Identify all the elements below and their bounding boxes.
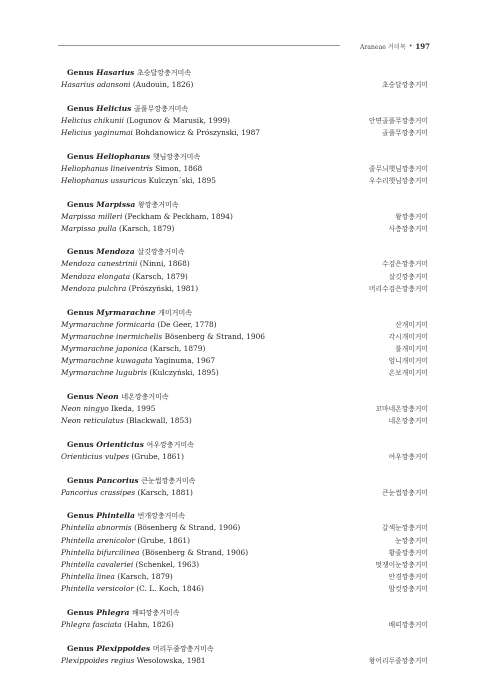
species-entry: [61, 559, 199, 570]
genus-block: [61, 151, 428, 187]
genus-name: Hasarius: [96, 68, 135, 77]
species-korean-name: 안경깡충거미: [388, 573, 428, 582]
species-row: [61, 175, 428, 187]
species-author: (C. L. Koch, 1846): [136, 584, 204, 594]
species-korean-name: 각시개미거미: [388, 332, 428, 341]
species-korean-name: 황줄깡충거미: [388, 548, 428, 557]
species-korean-name: 사층깡충거미: [388, 224, 428, 233]
genus-block: [61, 246, 428, 295]
genus-heading: [61, 510, 428, 522]
species-entry: [61, 115, 230, 126]
genus-word: Genus: [67, 511, 94, 521]
species-korean-name: 왕어리두줄깡충거미: [368, 656, 428, 665]
species-entry: [61, 522, 240, 533]
species-name: Phintella cavaleriei: [61, 559, 134, 569]
genus-name: Orienticius: [96, 439, 144, 449]
species-korean-name: 수검은깡충거미: [382, 260, 428, 269]
genus-block: [61, 391, 428, 427]
species-entry: [61, 403, 155, 414]
species-author: Kulczyn´ski, 1895: [148, 175, 216, 185]
species-name: Helicius chikunii: [61, 115, 124, 125]
species-entry: [61, 331, 265, 342]
genus-word: Genus: [67, 199, 94, 209]
species-author: (Bösenberg & Strand, 1906): [141, 547, 249, 557]
species-korean-name: 온보개미거미: [388, 369, 428, 378]
species-entry: [61, 79, 193, 90]
genus-korean-name: 골풀무깡충거미속: [134, 104, 189, 113]
species-author: (Kulczyński, 1895): [149, 368, 219, 378]
species-entry: [61, 355, 215, 366]
species-entry: [61, 343, 205, 354]
genus-word: Genus: [67, 439, 94, 449]
genus-name: Mendoza: [96, 247, 135, 257]
species-name: Marpissa pulla: [61, 223, 117, 233]
genus-heading: [61, 475, 428, 487]
species-entry: [61, 619, 174, 630]
genus-word: Genus: [67, 475, 94, 485]
species-korean-name: 배띠깡충거미: [388, 621, 428, 630]
species-author: Ikeda, 1995: [111, 404, 156, 414]
species-korean-name: 골풀무깡충거미: [382, 128, 428, 137]
genus-block: [61, 510, 428, 595]
species-name: Phintella arenicolor: [61, 535, 136, 545]
genus-korean-name: 살깃깡충거미속: [137, 248, 185, 257]
species-korean-name: 여우깡충거미: [388, 452, 428, 461]
species-entry: [61, 415, 192, 426]
species-author: (Peckham & Peckham, 1894): [124, 211, 233, 221]
species-korean-name: 왕깡충거미: [395, 212, 428, 221]
species-author: (Grube, 1861): [137, 535, 190, 545]
species-name: Myrmarachne lugubris: [61, 368, 148, 378]
genus-block: [61, 439, 428, 463]
species-row: [61, 415, 428, 427]
species-author: (Hahn, 1826): [124, 620, 174, 630]
species-entry: [61, 319, 217, 330]
genus-korean-name: 배띠깡충거미속: [132, 609, 180, 618]
species-entry: [61, 655, 206, 666]
species-korean-name: 머리수검은깡충거미: [368, 284, 428, 293]
species-name: Phintella linea: [61, 572, 115, 582]
species-row: [61, 163, 428, 175]
species-row: [61, 655, 428, 667]
species-korean-name: 초승달깡충거미: [382, 81, 428, 89]
species-korean-name: 엄니개미거미: [388, 357, 428, 366]
species-korean-name: 우수리햇님깡충거미: [368, 176, 428, 185]
species-korean-name: 살깃깡충거미: [388, 272, 428, 281]
species-row: [61, 559, 428, 571]
genus-word: Genus: [67, 392, 94, 402]
species-row: [61, 583, 428, 595]
species-name: Myrmarachne japonica: [61, 343, 148, 353]
species-row: [61, 451, 428, 463]
genus-heading: [61, 151, 428, 163]
species-row: [61, 283, 428, 295]
species-row: [61, 211, 428, 223]
species-name: Heliophanus lineiventris: [61, 163, 153, 173]
species-name: Hasarius adansoni: [61, 80, 131, 89]
species-author: (Karsch, 1879): [118, 223, 175, 233]
species-row: [61, 522, 428, 534]
page-number: 197: [415, 41, 430, 51]
species-author: Yaginuma, 1967: [154, 356, 216, 366]
genus-block: [61, 103, 428, 139]
species-row: [61, 343, 428, 355]
genus-name: Neon: [96, 392, 119, 402]
species-author: (Karsch, 1879): [132, 271, 188, 281]
species-korean-name: 불개미거미: [395, 344, 428, 353]
species-author: Bohdanowicz & Prószynski, 1987: [135, 127, 261, 137]
genus-word: Genus: [67, 103, 94, 113]
genus-name: Helicius: [96, 103, 132, 113]
species-name: Phintella bifurcilinea: [61, 547, 140, 557]
species-korean-name: 멋쟁이눈깡충거미: [375, 560, 428, 569]
genus-heading: [61, 199, 428, 211]
species-korean-name: 암컷깡충거미: [388, 585, 428, 594]
genus-heading: [61, 643, 428, 655]
species-entry: [61, 127, 260, 138]
species-entry: [61, 271, 188, 282]
species-name: Myrmarachne inermichelis: [61, 331, 163, 341]
genus-name: Marpissa: [96, 199, 136, 209]
species-korean-name: 안면골풀무깡충거미: [368, 116, 428, 125]
header-rule: [58, 45, 340, 46]
running-header: [58, 40, 430, 52]
species-author: (De Geer, 1778): [157, 319, 217, 329]
genus-block: [61, 199, 428, 235]
species-author: (Schenkel, 1963): [135, 559, 200, 569]
species-korean-name: 산개미거미: [395, 320, 428, 329]
genus-block: [61, 607, 428, 631]
species-name: Mendoza elongata: [61, 271, 130, 281]
header-right: [360, 42, 430, 51]
species-name: Phlegra fasciata: [61, 620, 122, 630]
genus-name: Phlegra: [96, 608, 130, 618]
species-korean-name: 꼬마네온깡충거미: [375, 405, 428, 414]
species-korean-name: 갈색눈깡충거미: [382, 524, 428, 533]
species-entry: [61, 571, 173, 582]
species-name: Orienticius vulpes: [61, 451, 130, 461]
genus-word: Genus: [67, 307, 94, 317]
genus-word: Genus: [67, 608, 94, 618]
species-name: Myrmarachne formicaria: [61, 319, 155, 329]
species-row: [61, 367, 428, 379]
species-korean-name: 눈깡충거미: [395, 536, 428, 545]
species-name: Phintella abnormis: [61, 523, 132, 533]
species-row: [61, 331, 428, 343]
species-entry: [61, 258, 190, 269]
species-row: [61, 271, 428, 283]
species-name: Myrmarachne kuwagata: [61, 356, 153, 366]
species-author: Simon, 1868: [155, 163, 203, 173]
species-name: Heliophanus ussuricus: [61, 175, 147, 185]
genus-korean-name: 초승달깡충거미속: [136, 69, 192, 77]
species-korean-name: 줄무늬햇님깡충거미: [368, 164, 428, 173]
genus-korean-name: 왕깡충거미속: [137, 200, 179, 209]
species-entry: [61, 211, 233, 222]
species-name: Mendoza canestrinii: [61, 259, 138, 269]
genus-korean-name: 큰눈썹깡충거미속: [141, 476, 196, 485]
genus-word: Genus: [67, 247, 94, 257]
genus-heading: [61, 307, 428, 319]
genus-korean-name: 햇님깡충거미속: [152, 152, 201, 161]
species-row: [61, 127, 428, 139]
species-author: (Karsch, 1881): [137, 487, 193, 497]
species-name: Neon reticulatus: [61, 416, 124, 426]
species-author: Wesolowska, 1981: [136, 655, 206, 665]
species-list: [61, 67, 428, 678]
species-entry: [61, 583, 204, 594]
genus-name: Pancorius: [96, 475, 139, 485]
species-row: [61, 79, 428, 91]
species-name: Pancorius crassipes: [61, 487, 136, 497]
genus-korean-name: 개미거미속: [158, 308, 192, 317]
genus-name: Phintella: [96, 511, 135, 521]
species-row: [61, 535, 428, 547]
species-entry: [61, 535, 190, 546]
genus-heading: [61, 67, 428, 79]
genus-heading: [61, 391, 428, 403]
genus-korean-name: 번개깡충거미속: [137, 512, 185, 521]
header-section: Araneae 거미목: [359, 43, 406, 51]
species-entry: [61, 451, 184, 462]
species-korean-name: 네온깡충거미: [388, 417, 428, 426]
species-entry: [61, 223, 174, 234]
species-entry: [61, 175, 216, 186]
genus-korean-name: 네온깡충거미속: [121, 393, 169, 402]
genus-name: Plexippoides: [96, 643, 151, 653]
species-row: [61, 403, 428, 415]
genus-heading: [61, 607, 428, 619]
species-entry: [61, 163, 202, 174]
genus-word: Genus: [67, 643, 94, 653]
genus-block: [61, 67, 428, 91]
species-name: Marpissa milleri: [61, 211, 123, 221]
genus-name: Heliophanus: [96, 151, 151, 161]
species-row: [61, 115, 428, 127]
genus-block: [61, 643, 428, 667]
species-author: (Audouin, 1826): [132, 80, 194, 89]
species-name: Helicius yaginumai: [61, 127, 133, 137]
species-row: [61, 619, 428, 631]
species-author: (Karsch, 1879): [149, 343, 206, 353]
species-name: Phintella versicolor: [61, 584, 134, 594]
species-entry: [61, 367, 219, 378]
species-name: Plexippoides regius: [61, 655, 135, 665]
species-name: Mendoza pulchra: [61, 283, 127, 293]
species-row: [61, 223, 428, 235]
species-row: [61, 571, 428, 583]
species-korean-name: 큰눈썹깡충거미: [382, 488, 428, 497]
genus-block: [61, 475, 428, 499]
species-name: Neon ningyo: [61, 404, 109, 414]
genus-block: [61, 307, 428, 380]
species-author: (Blackwall, 1853): [126, 416, 192, 426]
genus-word: Genus: [67, 151, 94, 161]
species-author: (Karsch, 1879): [117, 572, 173, 582]
species-author: (Ninni, 1868): [139, 259, 190, 269]
species-row: [61, 258, 428, 270]
header-dot: •: [408, 42, 413, 50]
species-entry: [61, 547, 248, 558]
species-row: [61, 487, 428, 499]
species-entry: [61, 283, 198, 294]
genus-heading: [61, 439, 428, 451]
genus-korean-name: 머리두줄깡충거미속: [152, 644, 214, 653]
genus-heading: [61, 103, 428, 115]
species-author: (Grube, 1861): [131, 451, 184, 461]
genus-name: Myrmarachne: [96, 307, 156, 317]
species-author: Bösenberg & Strand, 1906: [164, 331, 266, 341]
species-author: (Bösenberg & Strand, 1906): [134, 523, 241, 533]
species-row: [61, 547, 428, 559]
species-author: (Logunov & Marusik, 1999): [126, 115, 230, 125]
species-entry: [61, 487, 193, 498]
genus-word: Genus: [67, 68, 94, 77]
genus-heading: [61, 246, 428, 258]
species-row: [61, 319, 428, 331]
species-row: [61, 355, 428, 367]
species-author: (Prószyński, 1981): [128, 283, 199, 293]
genus-korean-name: 여우깡충거미속: [146, 440, 194, 449]
